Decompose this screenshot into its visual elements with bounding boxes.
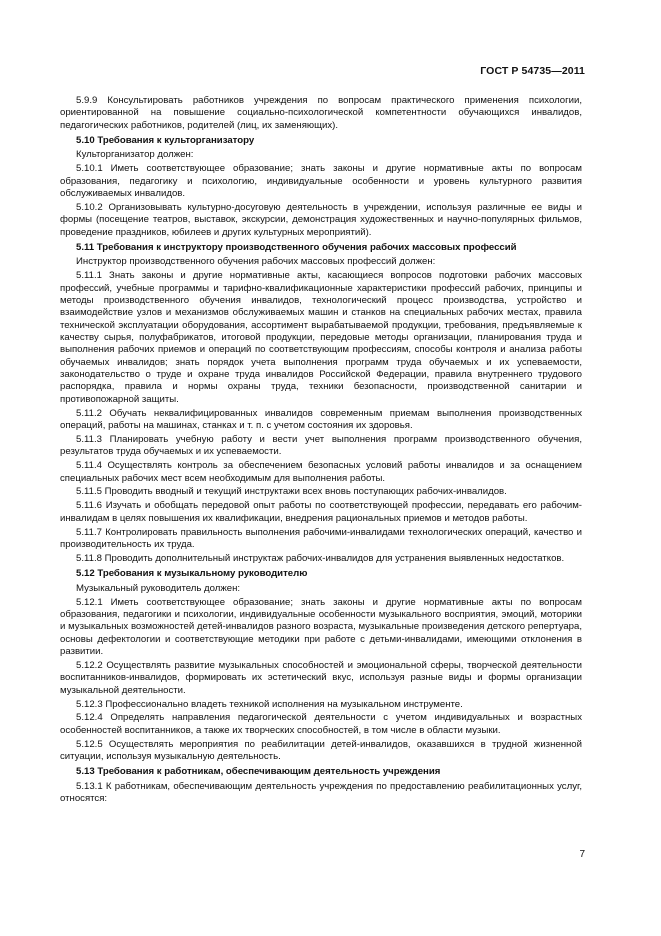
document-body [60, 95, 582, 807]
paragraph-5-11-3: 5.11.3 Планировать учебную работу и вести учет выполнения программ производственного обучения, результатов труда обучаемых и их успеваемости. [60, 433, 582, 458]
paragraph-5-12-4: 5.12.4 Определять направления педагогической деятельности с учетом индивидуальных и возрастных особенностей воспитанников, а также их творческих способностей, в том числе в области музыки. [60, 712, 582, 736]
page-header-standard-code: ГОСТ Р 54735—2011 [480, 65, 585, 77]
paragraph-5-11-2: 5.11.2 Обучать неквалифицированных инвалидов современным приемам выполнения производственных операций, работы на машинах, станках и т. п. с учетом состояния их здоровья. [60, 407, 582, 431]
paragraph-5-11-1: 5.11.1 Знать законы и другие нормативные акты, касающиеся вопросов подготовки рабочих массовых профессий, учебные программы и тарифно-квалификационные характеристики профессий рабочих, принципы и методы производственного обучения инвалидов, технологический процесс производства, устройство и взаимодействие узлов и механизмов обслуживаемых машин и станков на специальных рабочих местах, правила технической эксплуатации оборудования, ассортимент вырабатываемой продукции, требования, предъявляемые к качеству сырья, полуфабрикатов, итоговой продукции, передовые методы организации, планирования труда и выполнения рабочих приемов и операций по соответствующим профессиям, способы контроля и анализа работы обучаемых инвалидов; знать порядок учета выполнения программ труда обучаемых и их успеваемости, законодательство о труде и охране труда инвалидов Российской Федерации, правила внутреннего трудового распорядка, правила и нормы охраны труда, техники безопасности, производственной санитарии и противопожарной защиты. [60, 270, 582, 405]
paragraph-5-13-1: 5.13.1 К работникам, обеспечивающим деятельность учреждения по предоставлению реабилитационных услуг, относятся: [60, 780, 582, 805]
paragraph-5-11-6: 5.11.6 Изучать и обобщать передовой опыт работы по соответствующей профессии, передавать его рабочим-инвалидам в целях повышения их квалификации, внедрения рациональных приемов и методов работы. [60, 500, 582, 524]
paragraph-5-11-8: 5.11.8 Проводить дополнительный инструктаж рабочих-инвалидов для устранения выявленных недостатков. [76, 552, 565, 564]
page-number: 7 [579, 849, 585, 860]
paragraph-culture-organizer-intro: Культорганизатор должен: [76, 149, 194, 161]
paragraph-5-12-1: 5.12.1 Иметь соответствующее образование; знать законы и другие нормативные акты по вопросам образования, педагогики и психологии, индивидуальные особенности музыкального восприятия, эмоций, моторики и музыкальных возможностей детей-инвалидов разного возраста, музыкальные произведения детского репертуара, основы дефектологии и соответствующие методики при работе с детьми-инвалидами, имеющими отклонения в развитии. [60, 596, 582, 657]
paragraph-5-9-9: 5.9.9 Консультировать работников учреждения по вопросам практического применения психологии, ориентированной на повышение социально-психологической компетентности обучающихся инвалидов, педагогических работников, родителей (лиц, их заменяющих). [60, 95, 582, 131]
section-heading-5-10: 5.10 Требования к культорганизатору [76, 135, 255, 147]
paragraph-5-12-3: 5.12.3 Профессионально владеть техникой исполнения на музыкальном инструменте. [76, 698, 463, 710]
paragraph-music-director-intro: Музыкальный руководитель должен: [76, 582, 241, 594]
paragraph-5-11-7: 5.11.7 Контролировать правильность выполнения рабочими-инвалидами технологических операций, качество и производительность их труда. [60, 526, 582, 551]
paragraph-instructor-intro: Инструктор производственного обучения рабочих массовых профессий должен: [76, 256, 436, 268]
section-heading-5-12: 5.12 Требования к музыкальному руководителю [76, 568, 308, 580]
section-heading-5-11: 5.11 Требования к инструктору производственного обучения рабочих массовых профессий [76, 241, 517, 253]
paragraph-5-12-2: 5.12.2 Осуществлять развитие музыкальных способностей и эмоциональной сферы, творческой деятельности воспитанников-инвалидов, формировать их эстетический вкус, используя разные виды и формы организации музыкальной деятельности. [60, 659, 582, 696]
paragraph-5-11-4: 5.11.4 Осуществлять контроль за обеспечением безопасных условий работы инвалидов и за оснащением специальных рабочих мест всем необходимым для выполнения работы. [60, 460, 582, 484]
paragraph-5-11-5: 5.11.5 Проводить вводный и текущий инструктажи всех вновь поступающих рабочих-инвалидов. [76, 486, 507, 498]
paragraph-5-12-5: 5.12.5 Осуществлять мероприятия по реабилитации детей-инвалидов, оказавшихся в трудной жизненной ситуации, используя музыкальную деятельность. [60, 738, 582, 763]
section-heading-5-13: 5.13 Требования к работникам, обеспечивающим деятельность учреждения [76, 766, 441, 778]
paragraph-5-10-1: 5.10.1 Иметь соответствующее образование; знать законы и другие нормативные акты по вопросам образования, педагогику и психологию, индивидуальные особенности и уровень культурного развития обслуживаемых инвалидов. [60, 163, 582, 199]
paragraph-5-10-2: 5.10.2 Организовывать культурно-досуговую деятельность в учреждении, используя различные ее виды и формы (посещение театров, выставок, экскурсии, демонстрация художественных и научно-популярных фильмов, проведение праздников, юбилеев и других культурных мероприятий). [60, 201, 582, 238]
